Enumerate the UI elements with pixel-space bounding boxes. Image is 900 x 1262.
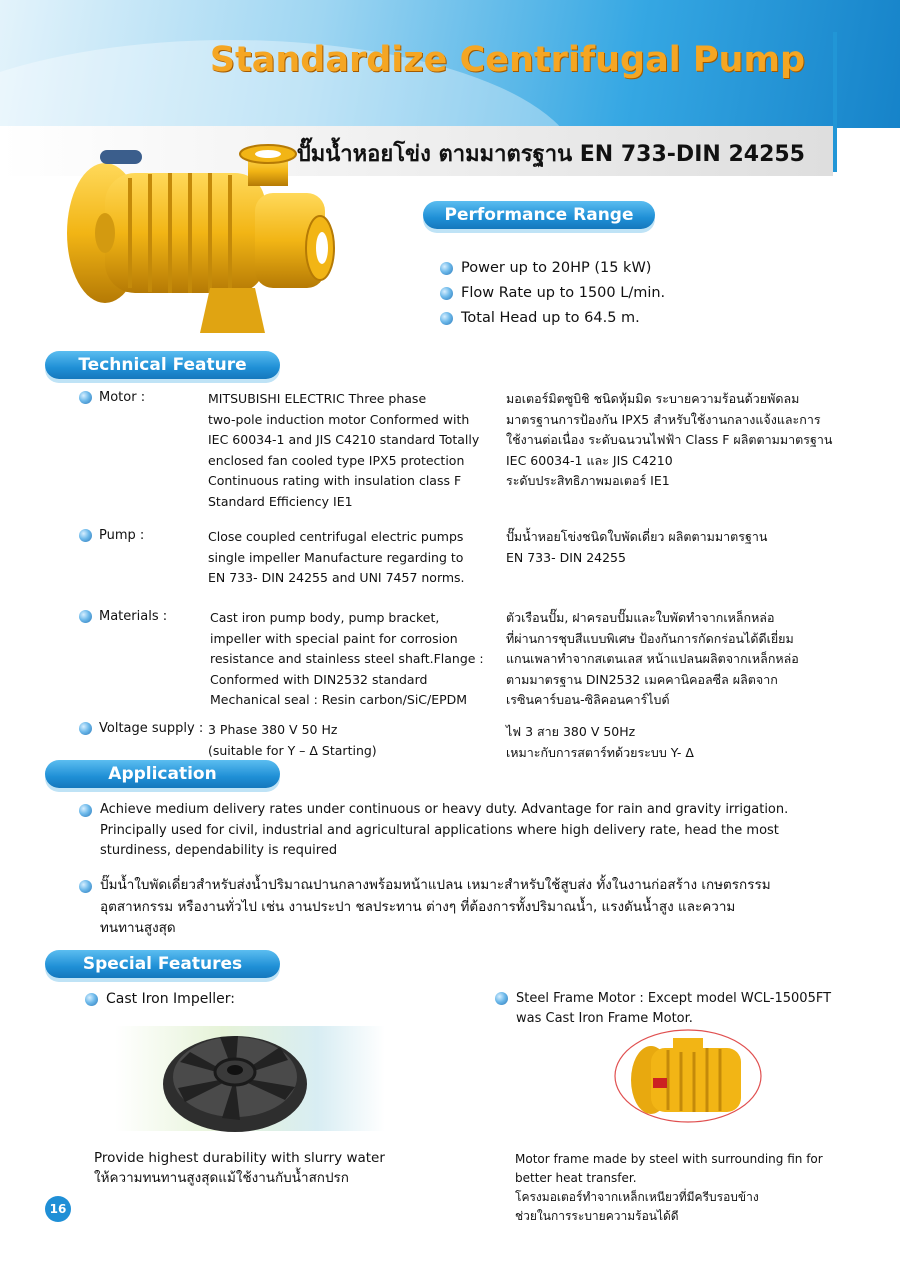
special-right-title: Steel Frame Motor : Except model WCL-15005FT was Cast Iron Frame Motor. bbox=[495, 989, 831, 1029]
bullet-icon bbox=[440, 312, 453, 325]
pump-desc-en: Close coupled centrifugal electric pumps single impeller Manufacture regarding to EN 733- DIN 24255 and UNI 7457 norms. bbox=[208, 529, 465, 585]
page-number: 16 bbox=[45, 1196, 71, 1222]
motor-label: Motor : bbox=[79, 390, 145, 405]
special-left-title: Cast Iron Impeller: bbox=[85, 989, 235, 1009]
voltage-desc-en: 3 Phase 380 V 50 Hz (suitable for Y – Δ Starting) bbox=[208, 722, 377, 758]
performance-heading: Performance Range bbox=[423, 201, 655, 229]
special-right-caption: Motor frame made by steel with surrounding fin for better heat transfer. โครงมอเตอร์ทำจากเหล็กเหนียวที่มีครีบรอบข้าง ช่วยในการระบายความร้อนได้ดี bbox=[515, 1152, 823, 1223]
application-heading: Application bbox=[45, 760, 280, 788]
performance-item: Power up to 20HP (15 kW) bbox=[440, 258, 665, 279]
materials-label: Materials : bbox=[79, 609, 167, 624]
motor-desc-th: มอเตอร์มิตซูบิชิ ชนิดหุ้มมิด ระบายความร้อนด้วยพัดลม มาตรฐานการป้องกัน IPX5 สำหรับใช้งานกลางแจ้งและการ ใช้งานต่อเนื่อง ระดับฉนวนไฟฟ้า Class F ผลิตตามมาตรฐาน IEC 60034-1 และ JIS C4210 ระดับประสิทธิภาพมอเตอร์ IE1 bbox=[506, 391, 833, 488]
page-subtitle: ปั๊มน้ำหอยโข่ง ตามมาตรฐาน EN 733-DIN 24255 bbox=[296, 142, 805, 167]
technical-heading: Technical Feature bbox=[45, 351, 280, 379]
voltage-desc-th: ไฟ 3 สาย 380 V 50Hz เหมาะกับการสตาร์ทด้วยระบบ Y- Δ bbox=[506, 724, 694, 760]
materials-desc-en: Cast iron pump body, pump bracket, impeller with special paint for corrosion resistance and stainless steel shaft.Flange : Conformed with DIN2532 standard Mechanical seal : Resin carbon/SiC/EPDM bbox=[210, 610, 484, 707]
special-left-caption: Provide highest durability with slurry water ให้ความทนทานสูงสุดแม้ใช้งานกับน้ำสกปรก bbox=[94, 1150, 385, 1186]
motor-desc-en: MITSUBISHI ELECTRIC Three phase two-pole induction motor Conformed with IEC 60034-1 and JIS C4210 standard Totally enclosed fan cooled type IPX5 protection Continuous rating with insulation class F Standard Efficiency IE1 bbox=[208, 391, 480, 509]
pump-desc-th: ปั๊มน้ำหอยโข่งชนิดใบพัดเดี่ยว ผลิตตามมาตรฐาน EN 733- DIN 24255 bbox=[506, 529, 768, 565]
performance-list bbox=[440, 258, 665, 333]
bullet-icon bbox=[79, 722, 92, 735]
bullet-icon bbox=[79, 804, 92, 817]
pump-image bbox=[60, 138, 420, 348]
bullet-icon bbox=[79, 391, 92, 404]
bullet-icon bbox=[440, 262, 453, 275]
voltage-label: Voltage supply : bbox=[79, 721, 203, 736]
bullet-icon bbox=[440, 287, 453, 300]
bullet-icon bbox=[79, 529, 92, 542]
page-title: Standardize Centrifugal Pump bbox=[209, 40, 805, 80]
bullet-icon bbox=[85, 993, 98, 1006]
application-en: Achieve medium delivery rates under continuous or heavy duty. Advantage for rain and gravity irrigation. Principally used for civil, industrial and agricultural applications where high delivery rate, head the most sturdiness, dependability is required bbox=[79, 800, 859, 862]
pump-label: Pump : bbox=[79, 528, 144, 543]
special-heading: Special Features bbox=[45, 950, 280, 978]
application-th: ปั๊มน้ำใบพัดเดี่ยวสำหรับส่งน้ำปริมาณปานกลางพร้อมหน้าแปลน เหมาะสำหรับใช้สูบส่ง ทั้งในงานก่อสร้าง เกษตรกรรม อุตสาหกรรม หรืองานทั่วไป เช่น งานประปา ชลประทาน ต่างๆ ที่ต้องการทั้งปริมาณน้ำ, แรงดันน้ำสูง และความ ทนทานสูงสุด bbox=[79, 875, 859, 940]
performance-item: Flow Rate up to 1500 L/min. bbox=[440, 283, 665, 304]
bullet-icon bbox=[495, 992, 508, 1005]
impeller-image bbox=[160, 1022, 310, 1140]
bullet-icon bbox=[79, 610, 92, 623]
header-divider-line bbox=[833, 32, 837, 172]
steel-frame-motor-image bbox=[613, 1028, 763, 1124]
materials-desc-th: ตัวเรือนปั๊ม, ฝาครอบปั๊มและใบพัดทำจากเหล็กหล่อ ที่ผ่านการชุบสีแบบพิเศษ ป้องกันการกัดกร่อนได้ดีเยี่ยม แกนเพลาทำจากสเตนเลส หน้าแปลนผลิตจากเหล็กหล่อ ตามมาตรฐาน DIN2532 เมคคานิคอลซีล ผลิตจาก เรซินคาร์บอน-ซิลิคอนคาร์ไบด์ bbox=[506, 610, 799, 707]
performance-item: Total Head up to 64.5 m. bbox=[440, 308, 665, 329]
bullet-icon bbox=[79, 880, 92, 893]
